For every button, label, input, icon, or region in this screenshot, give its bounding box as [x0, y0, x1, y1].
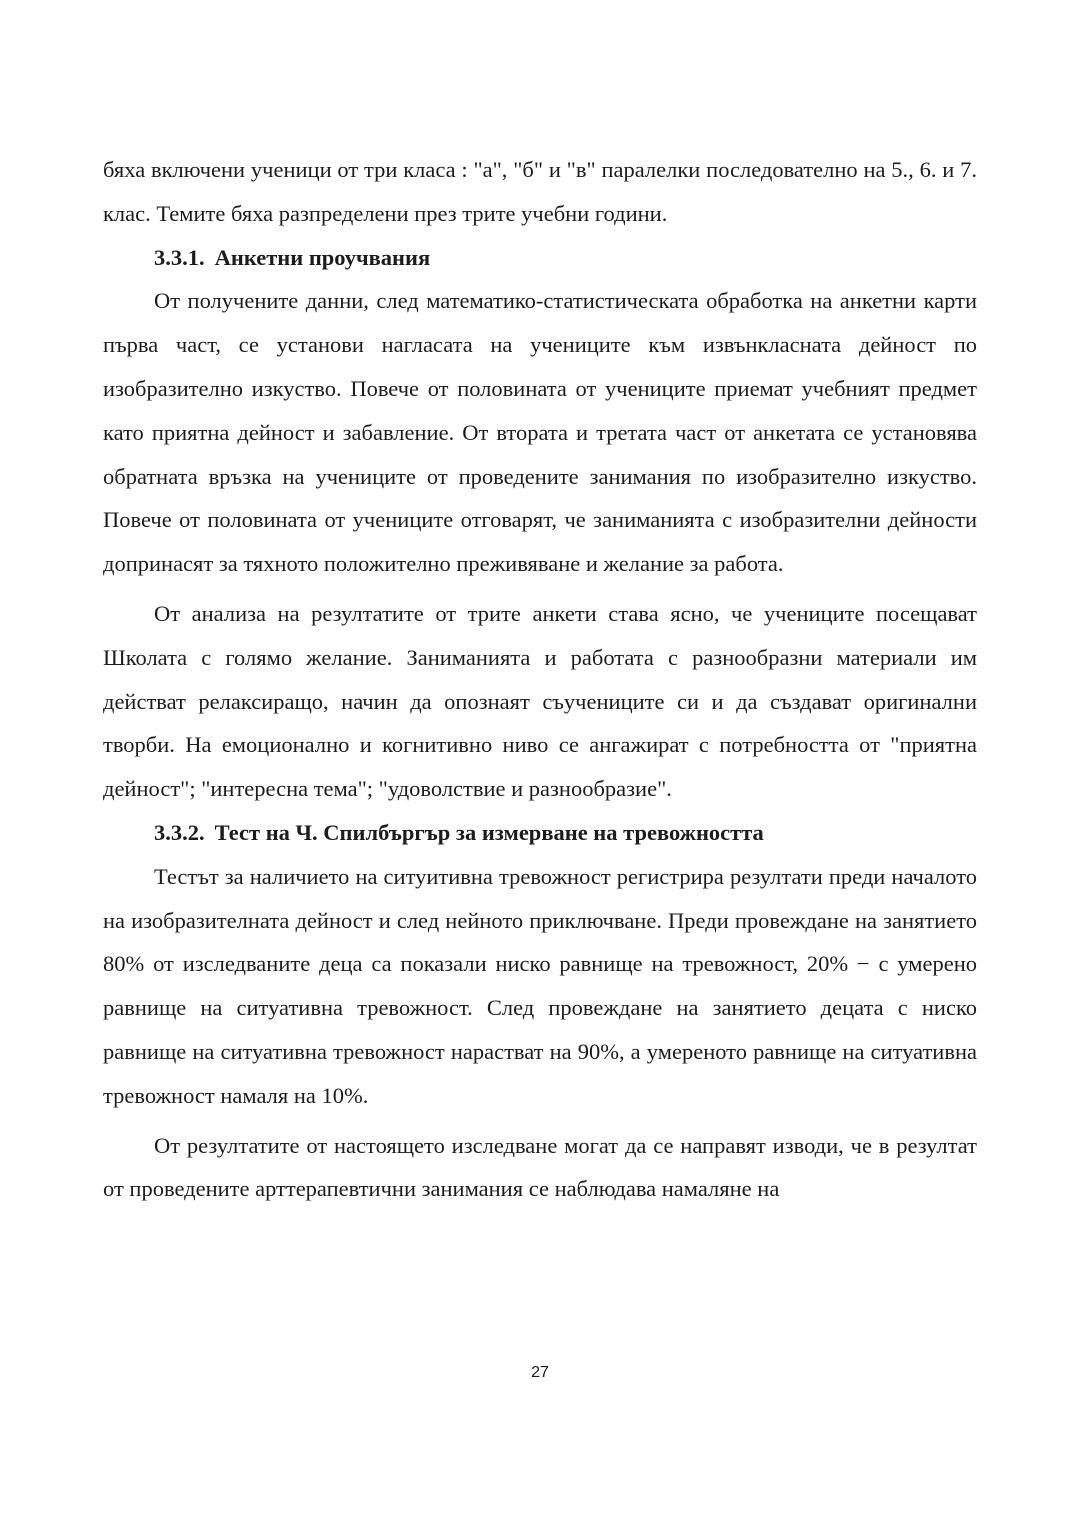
section-heading-3-3-1: [103, 236, 977, 280]
paragraph-continued: бяха включени ученици от три класа : "а", "б" и "в" паралелки последователно на 5., 6. и 7. клас. Темите бяха разпределени през трите учебни години.: [103, 157, 977, 226]
paragraph-survey-results: От получените данни, след математико-статистическата обработка на анкетни карти първа част, се установи нагласата на учениците към извънкласната дейност по изобразително изкуство. Повече от половината от учениците приемат учебният предмет като приятна дейност и забавление. От втората и третата част от анкетата се установява обратната връзка на учениците от проведените занимания по изобразително изкуство. Повече от половината от учениците отговарят, че заниманията с изобразителни дейности допринасят за тяхното положително преживяване и желание за работа.: [103, 288, 977, 577]
section-number: 3.3.1.: [154, 244, 205, 270]
paragraph-conclusion: От резултатите от настоящето изследване могат да се направят изводи, че в резултат от проведените арттерапевтични занимания се наблюдава намаляне на: [103, 1132, 977, 1202]
page-number: 27: [531, 1364, 549, 1381]
section-number: 3.3.2.: [154, 819, 205, 845]
paragraph-survey-analysis: От анализа на резултатите от трите анкети става ясно, че учениците посещават Школата с голямо желание. Заниманията и работата с разнообразни материали им действат релаксиращо, начин да опознаят съучениците си и да създават оригинални творби. На емоционално и когнитивно ниво се ангажират с потребността от "приятна дейност"; "интересна тема"; "удоволствие и разнообразие".: [103, 600, 977, 802]
section-title: Анкетни проучвания: [214, 244, 431, 270]
paragraph-anxiety-test: Тестът за наличието на ситуитивна тревожност регистрира резултати преди началото на изобразителната дейност и след нейното приключване. Преди провеждане на занятието 80% от изследваните деца са показали ниско равнище на тревожност, 20% − с умерено равнище на ситуативна тревожност. След провеждане на занятието децата с ниско равнище на ситуативна тревожност нарастват на 90%, а умереното равнище на ситуативна тревожност намаля на 10%.: [103, 863, 977, 1108]
section-title: Тест на Ч. Спилбъргър за измерване на тревожността: [214, 819, 764, 845]
document-page: [103, 148, 977, 1211]
section-heading-3-3-2: [103, 811, 977, 855]
